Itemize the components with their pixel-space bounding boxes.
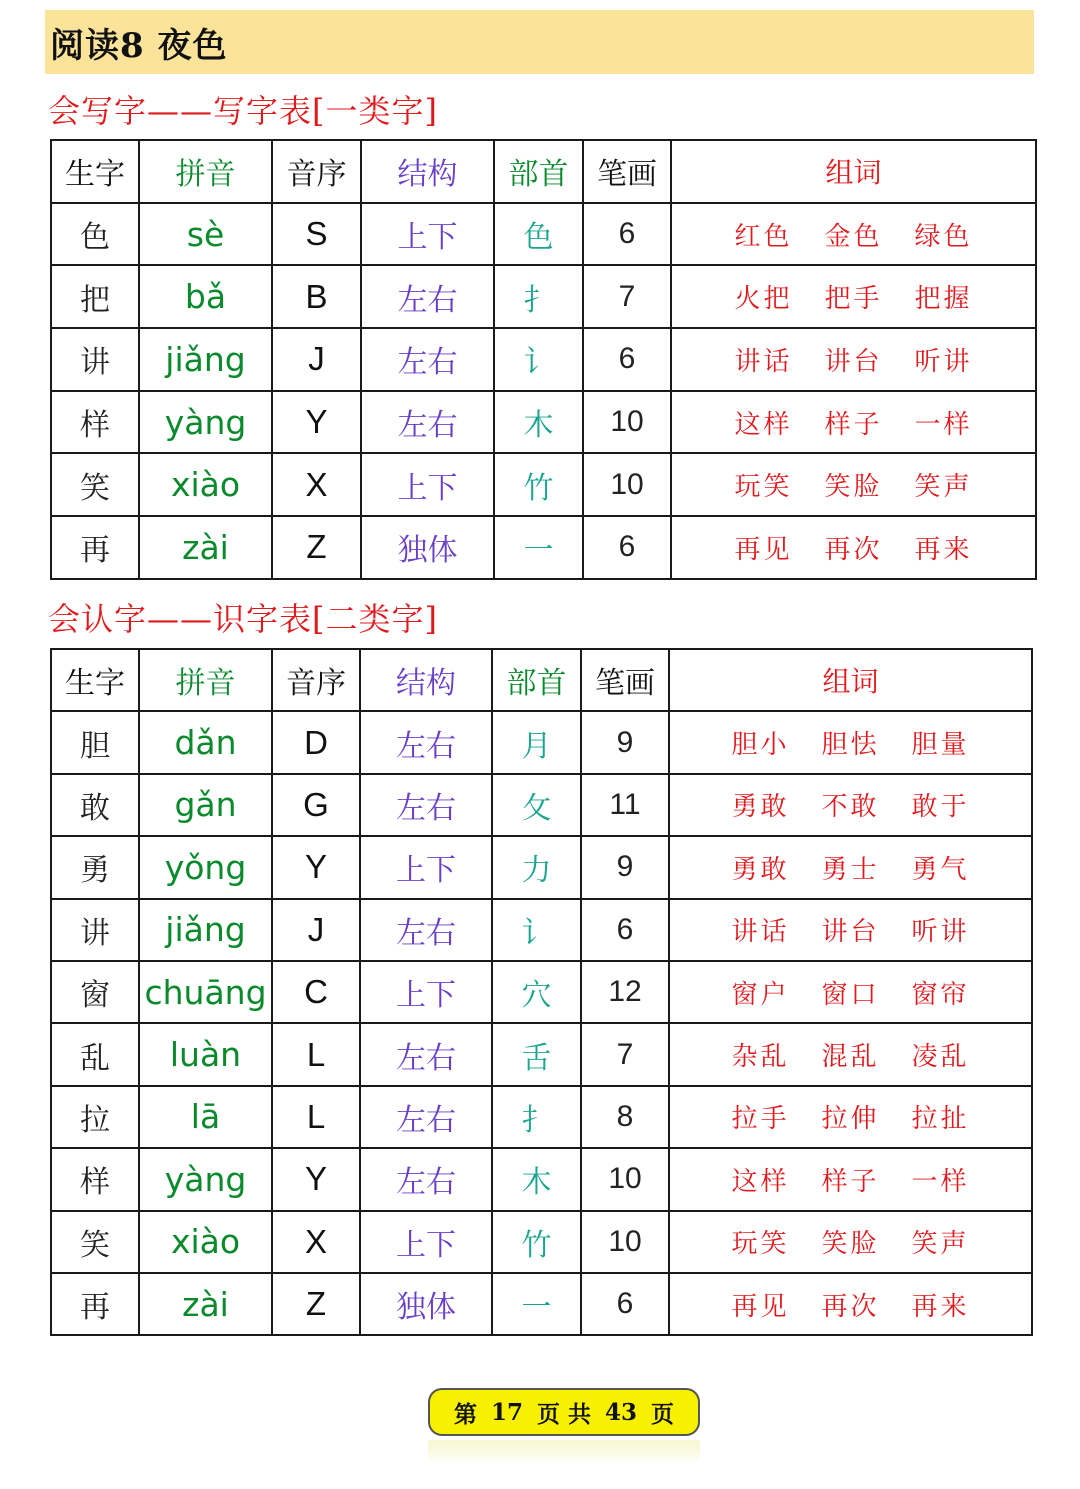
character-cell: 讲 — [51, 328, 139, 391]
pinyin-cell: zài — [139, 1273, 272, 1335]
word-item: 不敢 — [821, 792, 880, 823]
strokes-cell: 10 — [583, 391, 671, 454]
table-row — [51, 391, 1036, 454]
word-item: 把握 — [914, 284, 973, 315]
word-item: 听讲 — [911, 917, 970, 948]
character-cell: 窗 — [51, 961, 139, 1023]
strokes-cell: 6 — [583, 516, 671, 579]
table-row — [51, 203, 1036, 266]
pinyin-cell: yàng — [139, 391, 272, 454]
character-cell: 再 — [51, 1273, 139, 1335]
total-pages-number: 43 — [605, 1398, 638, 1426]
words-cell — [669, 774, 1032, 836]
word-item: 讲话 — [731, 917, 790, 948]
pinyin-cell: gǎn — [139, 774, 272, 836]
word-item: 窗口 — [821, 979, 880, 1010]
initial-cell: X — [272, 1211, 360, 1273]
pinyin-cell: xiào — [139, 1211, 272, 1273]
word-item: 绿色 — [914, 221, 973, 252]
structure-cell: 独体 — [361, 516, 494, 579]
word-item: 再来 — [911, 1291, 970, 1322]
character-cell: 把 — [51, 265, 139, 328]
initial-cell: G — [272, 774, 360, 836]
page-title: 阅读8 夜色 — [50, 26, 228, 66]
header-words: 组词 — [671, 140, 1036, 203]
word-item: 勇士 — [821, 854, 880, 885]
radical-cell: 一 — [492, 1273, 581, 1335]
header-initial: 音序 — [272, 649, 360, 711]
structure-cell: 左右 — [361, 265, 494, 328]
character-cell: 拉 — [51, 1086, 139, 1148]
radical-cell: 竹 — [492, 1211, 581, 1273]
initial-cell: Y — [272, 1148, 360, 1210]
pinyin-cell: yǒng — [139, 836, 272, 898]
initial-cell: J — [272, 328, 361, 391]
radical-cell: 竹 — [494, 453, 583, 516]
table-row — [51, 1211, 1032, 1273]
radical-cell: 木 — [492, 1148, 581, 1210]
word-item: 再来 — [914, 534, 973, 565]
word-item: 窗帘 — [911, 979, 970, 1010]
structure-cell: 上下 — [361, 453, 494, 516]
structure-cell: 左右 — [360, 1023, 492, 1085]
section-title-read: 会认字——识字表[二类字] — [48, 600, 438, 638]
word-item: 再见 — [734, 534, 793, 565]
radical-cell: 木 — [494, 391, 583, 454]
structure-cell: 左右 — [361, 328, 494, 391]
header-strokes: 笔画 — [583, 140, 671, 203]
table-row — [51, 836, 1032, 898]
words-cell — [671, 391, 1036, 454]
pinyin-cell: jiǎng — [139, 899, 272, 961]
words-cell — [669, 1086, 1032, 1148]
initial-cell: D — [272, 711, 360, 773]
character-cell: 乱 — [51, 1023, 139, 1085]
word-item: 一样 — [911, 1166, 970, 1197]
table-row — [51, 328, 1036, 391]
word-item: 拉伸 — [821, 1104, 880, 1135]
word-item: 再次 — [824, 534, 883, 565]
structure-cell: 上下 — [361, 203, 494, 266]
structure-cell: 左右 — [360, 711, 492, 773]
radical-cell: 色 — [494, 203, 583, 266]
word-item: 听讲 — [914, 346, 973, 377]
strokes-cell: 6 — [581, 1273, 669, 1335]
word-item: 玩笑 — [731, 1229, 790, 1260]
structure-cell: 上下 — [360, 836, 492, 898]
radical-cell: 扌 — [494, 265, 583, 328]
character-cell: 色 — [51, 203, 139, 266]
word-item: 把手 — [824, 284, 883, 315]
header-structure: 结构 — [360, 649, 492, 711]
structure-cell: 左右 — [360, 1086, 492, 1148]
word-item: 窗户 — [731, 979, 790, 1010]
word-item: 一样 — [914, 409, 973, 440]
table-row — [51, 1273, 1032, 1335]
strokes-cell: 12 — [581, 961, 669, 1023]
word-item: 红色 — [734, 221, 793, 252]
initial-cell: S — [272, 203, 361, 266]
character-cell: 样 — [51, 391, 139, 454]
table-row — [51, 1023, 1032, 1085]
page-indicator-reflection — [428, 1440, 700, 1466]
words-cell — [669, 711, 1032, 773]
word-item: 勇敢 — [731, 792, 790, 823]
word-item: 笑声 — [911, 1229, 970, 1260]
word-item: 这样 — [734, 409, 793, 440]
header-strokes: 笔画 — [581, 649, 669, 711]
radical-cell: 讠 — [494, 328, 583, 391]
initial-cell: J — [272, 899, 360, 961]
words-cell — [671, 265, 1036, 328]
character-cell: 敢 — [51, 774, 139, 836]
pinyin-cell: lā — [139, 1086, 272, 1148]
radical-cell: 舌 — [492, 1023, 581, 1085]
word-item: 讲台 — [824, 346, 883, 377]
structure-cell: 左右 — [360, 899, 492, 961]
word-item: 杂乱 — [731, 1042, 790, 1073]
word-item: 勇气 — [911, 854, 970, 885]
character-cell: 笑 — [51, 453, 139, 516]
word-item: 金色 — [824, 221, 883, 252]
table-row — [51, 1148, 1032, 1210]
initial-cell: L — [272, 1086, 360, 1148]
pinyin-cell: bǎ — [139, 265, 272, 328]
header-char: 生字 — [51, 649, 139, 711]
strokes-cell: 10 — [581, 1148, 669, 1210]
words-cell — [669, 1211, 1032, 1273]
structure-cell: 左右 — [360, 1148, 492, 1210]
structure-cell: 上下 — [360, 1211, 492, 1273]
character-cell: 胆 — [51, 711, 139, 773]
header-char: 生字 — [51, 140, 139, 203]
initial-cell: B — [272, 265, 361, 328]
strokes-cell: 11 — [581, 774, 669, 836]
header-radical: 部首 — [494, 140, 583, 203]
character-cell: 笑 — [51, 1211, 139, 1273]
header-pinyin: 拼音 — [139, 649, 272, 711]
radical-cell: 穴 — [492, 961, 581, 1023]
table-row — [51, 899, 1032, 961]
strokes-cell: 10 — [581, 1211, 669, 1273]
word-item: 再次 — [821, 1291, 880, 1322]
words-cell — [671, 453, 1036, 516]
words-cell — [669, 1023, 1032, 1085]
header-radical: 部首 — [492, 649, 581, 711]
header-structure: 结构 — [361, 140, 494, 203]
pinyin-cell: dǎn — [139, 711, 272, 773]
strokes-cell: 6 — [583, 203, 671, 266]
initial-cell: X — [272, 453, 361, 516]
strokes-cell: 7 — [583, 265, 671, 328]
section-title-write: 会写字——写字表[一类字] — [48, 92, 438, 130]
structure-cell: 左右 — [361, 391, 494, 454]
word-item: 敢于 — [911, 792, 970, 823]
pinyin-cell: jiǎng — [139, 328, 272, 391]
initial-cell: Z — [272, 516, 361, 579]
words-cell — [669, 899, 1032, 961]
structure-cell: 左右 — [360, 774, 492, 836]
words-cell — [671, 203, 1036, 266]
word-item: 胆小 — [731, 730, 790, 761]
strokes-cell: 6 — [581, 899, 669, 961]
word-item: 玩笑 — [734, 472, 793, 503]
page-prefix: 第 — [453, 1400, 477, 1428]
structure-cell: 独体 — [360, 1273, 492, 1335]
word-item: 胆怯 — [821, 730, 880, 761]
structure-cell: 上下 — [360, 961, 492, 1023]
page-middle-text: 页 共 — [536, 1400, 591, 1428]
words-cell — [669, 836, 1032, 898]
header-row — [51, 140, 1036, 203]
word-item: 讲台 — [821, 917, 880, 948]
radical-cell: 一 — [494, 516, 583, 579]
word-item: 拉扯 — [911, 1104, 970, 1135]
character-cell: 讲 — [51, 899, 139, 961]
initial-cell: Z — [272, 1273, 360, 1335]
character-cell: 样 — [51, 1148, 139, 1210]
initial-cell: Y — [272, 391, 361, 454]
header-words: 组词 — [669, 649, 1032, 711]
strokes-cell: 6 — [583, 328, 671, 391]
radical-cell: 扌 — [492, 1086, 581, 1148]
table-row — [51, 774, 1032, 836]
pinyin-cell: yàng — [139, 1148, 272, 1210]
words-cell — [669, 961, 1032, 1023]
current-page-number: 17 — [490, 1398, 523, 1426]
word-item: 胆量 — [911, 730, 970, 761]
radical-cell: 攵 — [492, 774, 581, 836]
character-cell: 再 — [51, 516, 139, 579]
page-suffix: 页 — [651, 1400, 675, 1428]
pinyin-cell: xiào — [139, 453, 272, 516]
word-item: 勇敢 — [731, 854, 790, 885]
word-item: 火把 — [734, 284, 793, 315]
word-item: 笑脸 — [824, 472, 883, 503]
table-row — [51, 961, 1032, 1023]
strokes-cell: 7 — [581, 1023, 669, 1085]
initial-cell: L — [272, 1023, 360, 1085]
words-cell — [671, 516, 1036, 579]
table-row — [51, 1086, 1032, 1148]
strokes-cell: 9 — [581, 711, 669, 773]
initial-cell: Y — [272, 836, 360, 898]
header-initial: 音序 — [272, 140, 361, 203]
word-item: 拉手 — [731, 1104, 790, 1135]
table-row — [51, 453, 1036, 516]
pinyin-cell: chuāng — [139, 961, 272, 1023]
words-cell — [671, 328, 1036, 391]
read-character-table — [50, 648, 1033, 1336]
word-item: 样子 — [821, 1166, 880, 1197]
table-row — [51, 516, 1036, 579]
radical-cell: 力 — [492, 836, 581, 898]
strokes-cell: 9 — [581, 836, 669, 898]
write-character-table — [50, 139, 1037, 580]
word-item: 样子 — [824, 409, 883, 440]
words-cell — [669, 1273, 1032, 1335]
pinyin-cell: zài — [139, 516, 272, 579]
character-cell: 勇 — [51, 836, 139, 898]
pinyin-cell: sè — [139, 203, 272, 266]
strokes-cell: 8 — [581, 1086, 669, 1148]
word-item: 笑脸 — [821, 1229, 880, 1260]
pinyin-cell: luàn — [139, 1023, 272, 1085]
word-item: 凌乱 — [911, 1042, 970, 1073]
words-cell — [669, 1148, 1032, 1210]
word-item: 混乱 — [821, 1042, 880, 1073]
initial-cell: C — [272, 961, 360, 1023]
word-item: 再见 — [731, 1291, 790, 1322]
table-row — [51, 265, 1036, 328]
radical-cell: 讠 — [492, 899, 581, 961]
header-pinyin: 拼音 — [139, 140, 272, 203]
page-indicator — [428, 1388, 700, 1436]
strokes-cell: 10 — [583, 453, 671, 516]
word-item: 这样 — [731, 1166, 790, 1197]
header-row — [51, 649, 1032, 711]
table-row — [51, 711, 1032, 773]
radical-cell: 月 — [492, 711, 581, 773]
word-item: 笑声 — [914, 472, 973, 503]
word-item: 讲话 — [734, 346, 793, 377]
